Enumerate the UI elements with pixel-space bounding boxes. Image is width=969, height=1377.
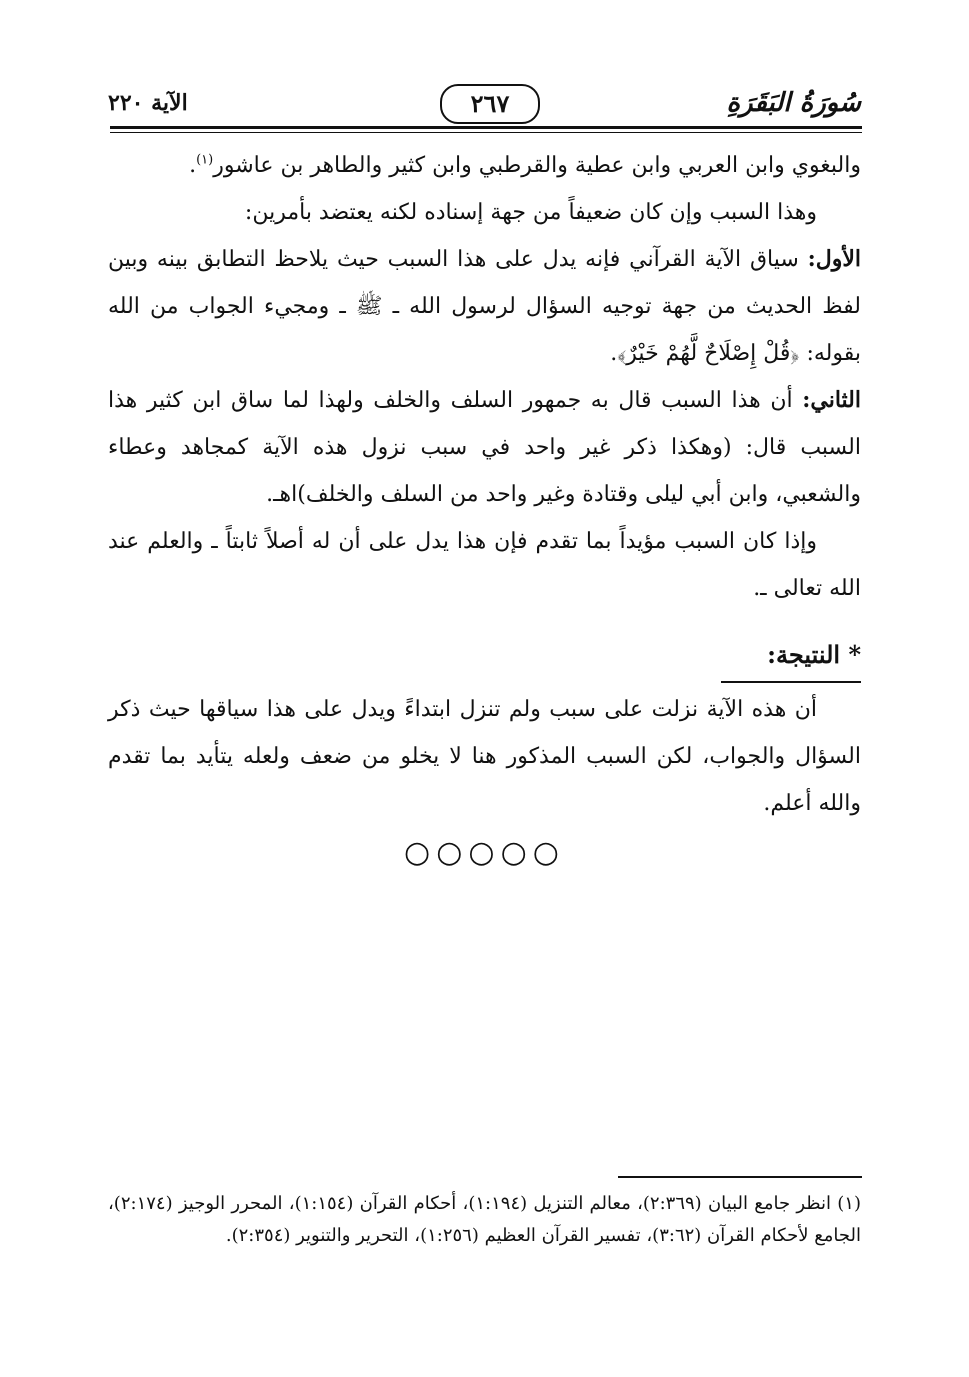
paragraph-5: وإذا كان السبب مؤيداً بما تقدم فإن هذا يدل على أن له أصلاً ثابتاً ـ والعلم عند الله تعالى ـ. xyxy=(108,529,861,601)
main-text xyxy=(108,142,861,612)
second-point-text: أن هذا السبب قال به جمهور السلف والخلف ولهذا لما ساق ابن كثير هذا السبب قال: (وهكذا ذكر غير واحد في سبب نزول هذه الآية كمجاهد وعطاء والشعبي، وابن أبي ليلى وقتادة وغير واحد من السلف والخلف)اهـ. xyxy=(108,388,861,507)
section-end-ornament: ○○○○○ xyxy=(404,835,565,870)
paragraph-1-end: . xyxy=(189,153,197,178)
surah-title: سُورَةُ البَقَرَةِ xyxy=(726,88,861,118)
result-text: أن هذه الآية نزلت على سبب ولم تنزل ابتداءً ويدل على هذا سياقها حيث ذكر السؤال والجواب، لكن السبب المذكور هنا لا يخلو من ضعف ولعله يتأيد بما تقدم والله أعلم. xyxy=(108,697,861,816)
paragraph-1-text: والبغوي وابن العربي وابن عطية والقرطبي وابن كثير والطاهر بن عاشور xyxy=(213,153,861,178)
result-section xyxy=(108,686,861,827)
footnote-1: (١) انظر جامع البيان (٢:٣٦٩)، معالم التنزيل (١:١٩٤)، أحكام القرآن (١:١٥٤)، المحرر الوجيز (٢:١٧٤)، الجامع لأحكام القرآن (٣:٦٢)، تفسير القرآن العظيم (١:٢٥٦)، التحرير والتنوير (٢:٣٥٤). xyxy=(108,1193,861,1246)
footnote-marker[interactable]: (١) xyxy=(196,152,214,168)
paragraph-2: وهذا السبب وإن كان ضعيفاً من جهة إسناده لكنه يعتضد بأمرين: xyxy=(244,200,817,225)
verse-label: الآية ٢٢٠ xyxy=(108,90,188,116)
first-point-text: سياق الآية القرآني فإنه يدل على هذا السبب حيث يلاحظ التطابق بينه وبين لفظ الحديث من جهة توجيه السؤال لرسول الله ـ ﷺ ـ ومجيء الجواب من الله بقوله: ﴿قُلْ إِصْلَاحٌ لَّهُمْ خَيْرٌ﴾. xyxy=(108,247,861,366)
first-point-label: الأول: xyxy=(807,246,861,272)
result-heading: * النتيجة: xyxy=(767,640,861,669)
header-rule-thin xyxy=(110,132,862,133)
paragraph-second-point xyxy=(108,377,861,518)
header-rule-thick xyxy=(110,126,862,129)
result-heading-underline xyxy=(721,681,861,683)
second-point-label: الثاني: xyxy=(802,387,861,413)
footnote-separator xyxy=(618,1176,862,1178)
paragraph-first-point xyxy=(108,236,861,377)
page-number: ٢٦٧ xyxy=(440,84,540,124)
paragraph-1 xyxy=(108,142,861,189)
